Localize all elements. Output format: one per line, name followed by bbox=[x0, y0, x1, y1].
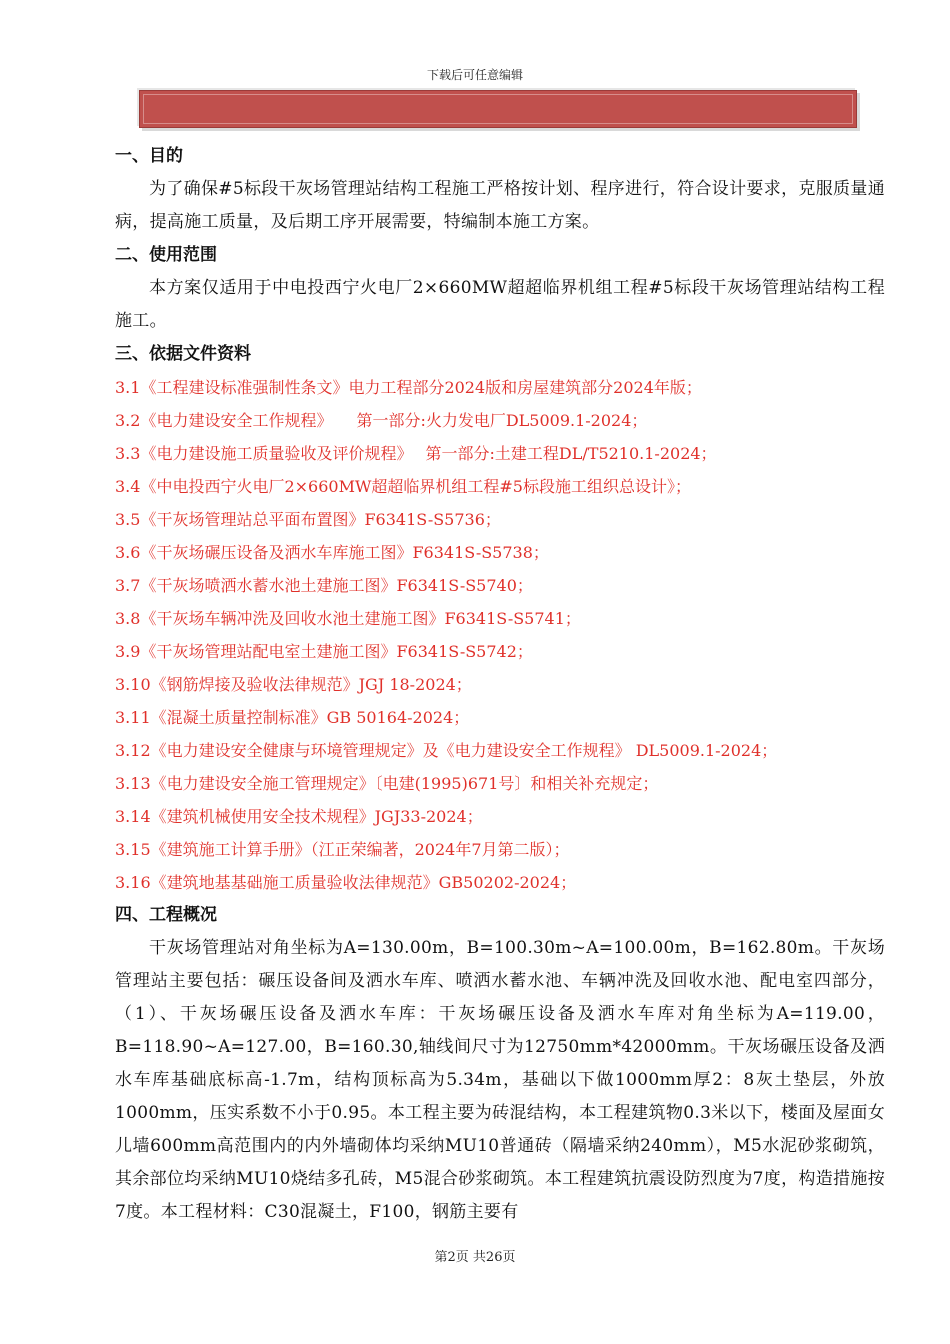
reference-item: 3.2《电力建设安全工作规程》 第一部分:火力发电厂DL5009.1-2024； bbox=[115, 411, 648, 430]
section-heading-scope: 二、使用范围 bbox=[115, 245, 217, 265]
reference-item: 3.13《电力建设安全施工管理规定》〔电建(1995)671号〕和相关补充规定； bbox=[115, 774, 659, 793]
reference-item: 3.12《电力建设安全健康与环境管理规定》及《电力建设安全工作规程》 DL5009.1-2024； bbox=[115, 741, 778, 760]
reference-item: 3.6《干灰场碾压设备及洒水车库施工图》F6341S-S5738； bbox=[115, 543, 549, 562]
reference-item: 3.14《建筑机械使用安全技术规程》JGJ33-2024； bbox=[115, 807, 483, 826]
document-body bbox=[115, 140, 885, 1229]
section-heading-purpose: 一、目的 bbox=[115, 146, 183, 166]
reference-item: 3.3《电力建设施工质量验收及评价规程》 第一部分:土建工程DL/T5210.1-2024； bbox=[115, 444, 717, 463]
reference-item: 3.7《干灰场喷洒水蓄水池土建施工图》F6341S-S5740； bbox=[115, 576, 533, 595]
reference-item: 3.16《建筑地基基础施工质量验收法律规范》GB50202-2024； bbox=[115, 873, 577, 892]
reference-item: 3.4《中电投西宁火电厂2×660MW超超临界机组工程#5标段施工组织总设计》； bbox=[115, 477, 691, 496]
page-number-footer: 第2页 共26页 bbox=[434, 1250, 516, 1265]
reference-item: 3.8《干灰场车辆冲洗及回收水池土建施工图》F6341S-S5741； bbox=[115, 609, 581, 628]
reference-list bbox=[115, 371, 885, 899]
reference-item: 3.1《工程建设标准强制性条文》电力工程部分2024版和房屋建筑部分2024年版； bbox=[115, 378, 702, 397]
section-heading-basis: 三、依据文件资料 bbox=[115, 344, 251, 364]
title-banner bbox=[139, 90, 857, 128]
reference-item: 3.5《干灰场管理站总平面布置图》F6341S-S5736； bbox=[115, 510, 501, 529]
reference-item: 3.11《混凝土质量控制标准》GB 50164-2024； bbox=[115, 708, 470, 727]
scope-paragraph: 本方案仅适用于中电投西宁火电厂2×660MW超超临界机组工程#5标段干灰场管理站结构工程施工。 bbox=[115, 278, 885, 331]
reference-item: 3.9《干灰场管理站配电室土建施工图》F6341S-S5742； bbox=[115, 642, 533, 661]
header-note: 下载后可任意编辑 bbox=[426, 68, 523, 82]
overview-paragraph: 干灰场管理站对角坐标为A=130.00m，B=100.30m~A=100.00m，B=162.80m。干灰场管理站主要包括：碾压设备间及洒水车库、喷洒水蓄水池、车辆冲洗及回收水池、配电室四部分，（1）、干灰场碾压设备及洒水车库：干灰场碾压设备及洒水车库对角坐标为A=119.00， B=118.90~A=127.00，B=160.30,轴线间尺寸为12750mm*42000mm。干灰场碾压设备及洒水车库基础底标高-1.7m，结构顶标高为5.34m，基础以下做1000mm厚2：8灰土垫层，外放1000mm，压实系数不小于0.95。本工程主要为砖混结构，本工程建筑物0.3米以下，楼面及屋面女儿墙600mm高范围内的内外墙砌体均采纳MU10普通砖（隔墙采纳240mm），M5水泥砂浆砌筑，其余部位均采纳MU10烧结多孔砖，M5混合砂浆砌筑。本工程建筑抗震设防烈度为7度，构造措施按7度。本工程材料：C30混凝土，F100，钢筋主要有 bbox=[115, 938, 885, 1222]
section-heading-overview: 四、工程概况 bbox=[115, 905, 217, 925]
purpose-paragraph: 为了确保#5标段干灰场管理站结构工程施工严格按计划、程序进行，符合设计要求，克服质量通病，提高施工质量，及后期工序开展需要，特编制本施工方案。 bbox=[115, 179, 885, 232]
reference-item: 3.15《建筑施工计算手册》（江正荣编著，2024年7月第二版）； bbox=[115, 840, 570, 859]
reference-item: 3.10《钢筋焊接及验收法律规范》JGJ 18-2024； bbox=[115, 675, 472, 694]
